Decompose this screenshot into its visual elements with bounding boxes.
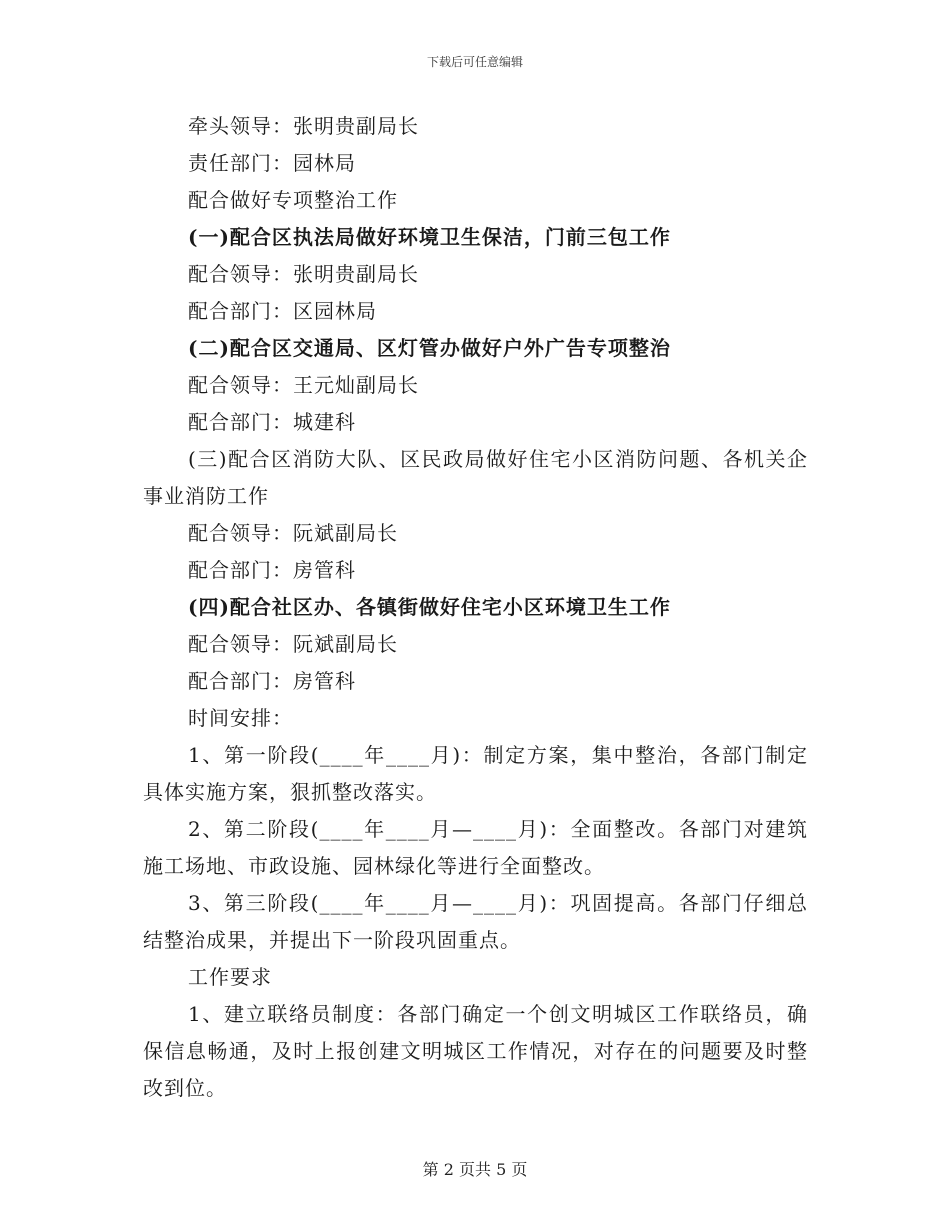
- subsection-4-heading: (四)配合社区办、各镇街做好住宅小区环境卫生工作: [188, 595, 671, 619]
- requirement-1: 1、建立联络员制度：各部门确定一个创文明城区工作联络员，确保信息畅通，及时上报创建文明城区工作情况，对存在的问题要及时整改到位。: [143, 1002, 808, 1100]
- subsection-2-dept: 配合部门：城建科: [188, 410, 356, 434]
- document-body: [143, 108, 808, 1107]
- subsection-1-heading: (一)配合区执法局做好环境卫生保洁，门前三包工作: [188, 225, 671, 249]
- page-header: 下载后可任意编辑: [426, 55, 523, 69]
- subsection-4-dept: 配合部门：房管科: [188, 669, 356, 693]
- subsection-2-leader: 配合领导：王元灿副局长: [188, 373, 419, 397]
- schedule-title: 时间安排：: [188, 706, 293, 730]
- subsection-3-dept: 配合部门：房管科: [188, 558, 356, 582]
- lead-leader: 牵头领导：张明贵副局长: [188, 114, 419, 138]
- page-footer: 第 2 页共 5 页: [422, 1160, 528, 1179]
- subsection-3-heading: (三)配合区消防大队、区民政局做好住宅小区消防问题、各机关企事业消防工作: [143, 447, 808, 508]
- schedule-phase-1: 1、第一阶段(____年____月)：制定方案，集中整治，各部门制定具体实施方案，狠抓整改落实。: [143, 743, 808, 804]
- section-title-special-work: 配合做好专项整治工作: [188, 188, 398, 212]
- subsection-1-dept: 配合部门：区园林局: [188, 299, 377, 323]
- subsection-4-leader: 配合领导：阮斌副局长: [188, 632, 398, 656]
- subsection-3-leader: 配合领导：阮斌副局长: [188, 521, 398, 545]
- subsection-1-leader: 配合领导：张明贵副局长: [188, 262, 419, 286]
- schedule-phase-3: 3、第三阶段(____年____月—____月)：巩固提高。各部门仔细总结整治成果，并提出下一阶段巩固重点。: [143, 891, 808, 952]
- responsible-dept: 责任部门：园林局: [188, 151, 356, 175]
- requirements-title: 工作要求: [188, 965, 272, 989]
- schedule-phase-2: 2、第二阶段(____年____月—____月)：全面整改。各部门对建筑施工场地、市政设施、园林绿化等进行全面整改。: [143, 817, 808, 878]
- subsection-2-heading: (二)配合区交通局、区灯管办做好户外广告专项整治: [188, 336, 671, 360]
